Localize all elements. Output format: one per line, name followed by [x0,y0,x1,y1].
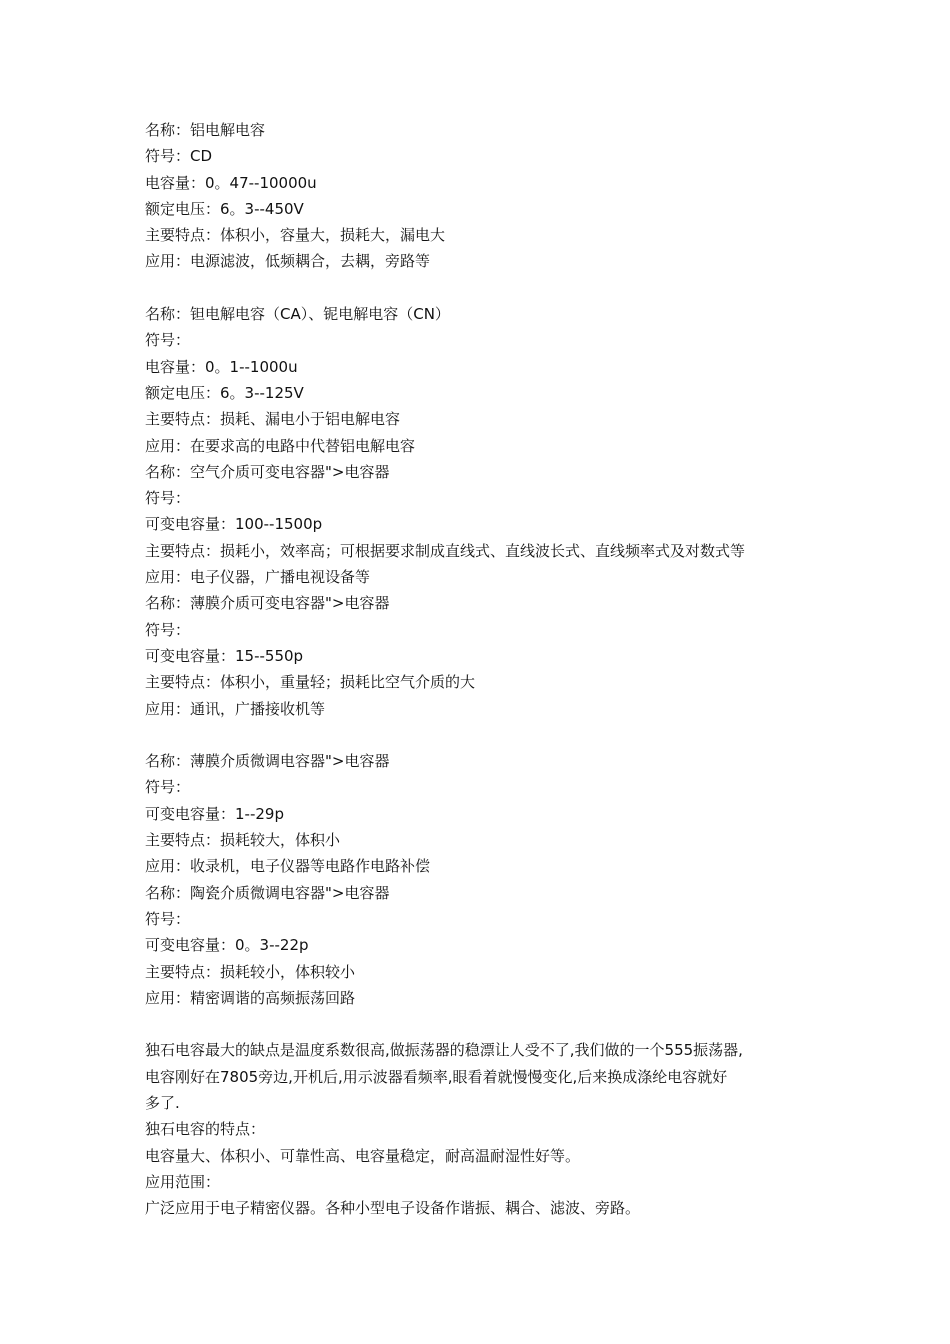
text-line: 主要特点：损耗、漏电小于铝电解电容 [145,410,401,429]
text-line: 应用：电源滤波，低频耦合，去耦，旁路等 [145,252,431,271]
text-line: 可变电容量：1--29p [145,804,284,823]
text-line: 符号：CD [145,147,213,166]
text-line: 名称：空气介质可变电容器">电容器 [145,462,390,481]
text-line: 额定电压：6。3--450V [145,199,304,218]
text-line: 名称：铝电解电容 [145,121,266,139]
text-line: 电容量：0。47--10000u [145,173,317,192]
text-line: 名称：薄膜介质微调电容器">电容器 [145,752,390,771]
text-line: 应用：通讯，广播接收机等 [145,699,326,718]
text-line: 应用：在要求高的电路中代替铝电解电容 [145,436,416,455]
spacer [145,722,835,748]
text-line: 符号： [145,331,191,350]
text-line: 符号： [145,909,191,928]
spacer [145,1011,835,1037]
paragraph-line: 多了. [145,1093,180,1112]
paragraph-line: 独石电容最大的缺点是温度系数很高,做振荡器的稳漂让人受不了,我们做的一个555振荡器, [145,1041,743,1060]
text-line: 主要特点：损耗小，效率高；可根据要求制成直线式、直线波长式、直线频率式及对数式等 [145,541,746,560]
text-line: 可变电容量：0。3--22p [145,936,309,955]
tantalum-and-variable-section [145,301,835,722]
spacer [145,275,835,301]
text-line: 应用：精密调谐的高频振荡回路 [145,988,356,1007]
text-line: 主要特点：体积小，重量轻；损耗比空气介质的大 [145,673,476,692]
text-line: 主要特点：体积小，容量大，损耗大，漏电大 [145,226,446,245]
text-line: 可变电容量：100--1500p [145,515,323,534]
document-body [145,117,835,1221]
aluminum-electrolytic-section [145,117,835,275]
text-line: 符号： [145,778,191,797]
text-line: 名称：陶瓷介质微调电容器">电容器 [145,883,390,902]
text-line: 应用：收录机，电子仪器等电路作电路补偿 [145,857,431,876]
application-text: 广泛应用于电子精密仪器。各种小型电子设备作谐振、耦合、滤波、旁路。 [145,1199,641,1218]
text-line: 名称：钽电解电容（CA）、铌电解电容（CN） [145,305,450,324]
features-heading: 独石电容的特点： [145,1120,266,1139]
trimmer-capacitor-section [145,748,835,1011]
paragraph-line: 电容刚好在7805旁边,开机后,用示波器看频率,眼看着就慢慢变化,后来换成涤纶电容就好 [145,1067,728,1086]
text-line: 符号： [145,489,191,508]
features-text: 电容量大、体积小、可靠性高、电容量稳定，耐高温耐湿性好等。 [145,1146,581,1165]
text-line: 应用：电子仪器，广播电视设备等 [145,568,371,587]
application-heading: 应用范围： [145,1172,221,1191]
text-line: 主要特点：损耗较小，体积较小 [145,962,356,981]
text-line: 额定电压：6。3--125V [145,383,304,402]
text-line: 可变电容量：15--550p [145,646,304,665]
text-line: 电容量：0。1--1000u [145,357,298,376]
text-line: 符号： [145,620,191,639]
monolithic-capacitor-section [145,1037,835,1221]
text-line: 名称：薄膜介质可变电容器">电容器 [145,594,390,613]
text-line: 主要特点：损耗较大，体积小 [145,831,341,850]
